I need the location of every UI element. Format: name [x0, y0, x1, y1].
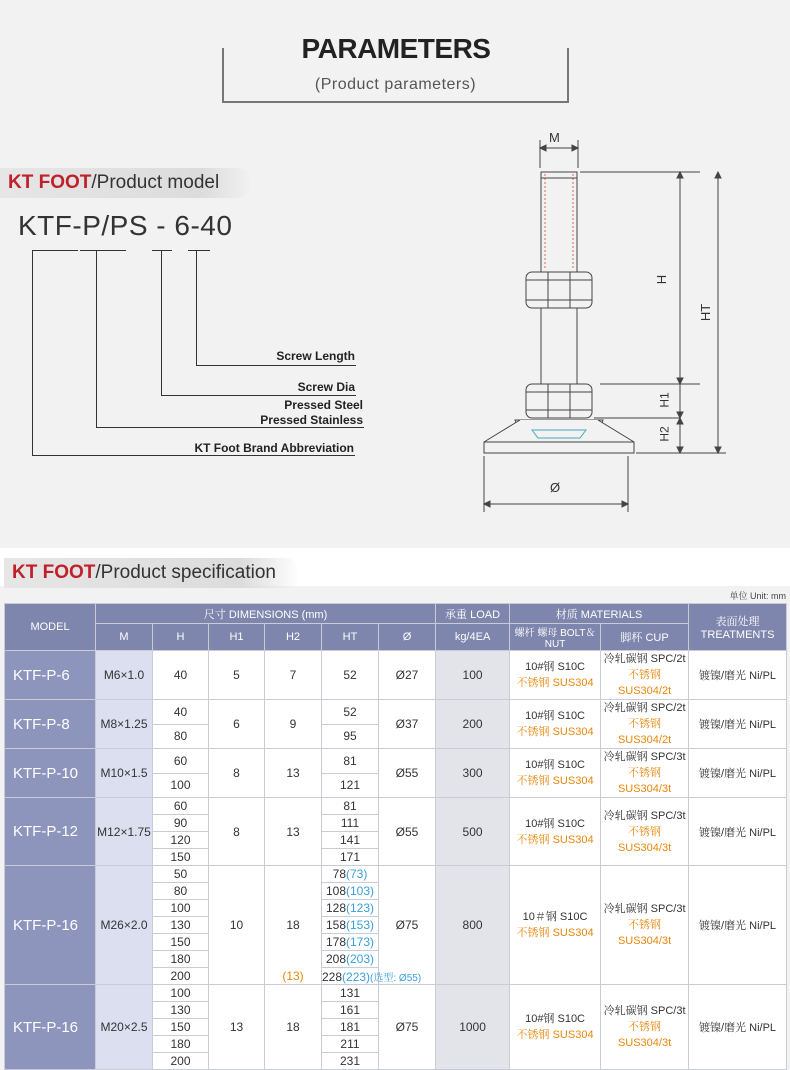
ht-alt: (203) — [346, 952, 375, 966]
bolt-steel: 10＃钢 S10C — [522, 911, 588, 923]
ht-main: 171 — [339, 850, 361, 864]
load-cell: 200 — [436, 700, 510, 749]
cup-cell — [601, 749, 689, 798]
header-bolt: 螺杆 螺母 BOLT＆NUT — [510, 624, 601, 651]
dia-cell: Ø75 — [379, 985, 436, 1070]
header-h2: H2 — [265, 624, 322, 651]
bolt-stainless: 不锈钢 SUS304 — [516, 927, 594, 939]
ht-value — [322, 1053, 379, 1070]
cup-cell — [601, 798, 689, 866]
ht-alt: (153) — [346, 918, 375, 932]
ht-main: 158 — [325, 918, 346, 932]
cup-stainless: 不锈钢 SUS304/2t — [617, 669, 672, 697]
ht-main: 95 — [343, 729, 357, 744]
cup-cell — [601, 651, 689, 700]
cup-cell — [601, 985, 689, 1070]
thread-cell: M12×1.75 — [96, 798, 153, 866]
h-value: 130 — [153, 1002, 209, 1019]
dim-dia: Ø — [550, 480, 561, 495]
cup-steel: 冷轧碳钢 SPC/3t — [603, 903, 686, 915]
treatment-cell: 镀镍/磨光 Ni/PL — [689, 866, 787, 985]
h-value: 100 — [153, 900, 209, 917]
h-value: 180 — [153, 951, 209, 968]
ht-main: 81 — [343, 753, 357, 768]
ht-main: 161 — [339, 1003, 361, 1017]
ht-alt: (73) — [346, 867, 368, 881]
brand-name: KT FOOT — [12, 562, 96, 583]
table-body — [5, 651, 787, 1070]
cup-cell — [601, 866, 689, 985]
callout-line — [196, 250, 197, 365]
h2-cell — [265, 749, 322, 798]
ht-value — [322, 724, 379, 749]
ht-value — [322, 1002, 379, 1019]
h-value: 200 — [153, 968, 209, 985]
header-treatments — [689, 604, 787, 651]
header-cup: 脚杯 CUP — [601, 624, 689, 651]
ht-main: 108 — [325, 884, 346, 898]
model-code: KTF-P/PS - 6-40 — [18, 210, 233, 241]
h2-value: 9 — [289, 717, 297, 731]
header-h1: H1 — [209, 624, 265, 651]
section-label-spec — [4, 558, 300, 588]
h-value: 90 — [153, 815, 209, 832]
header-h: H — [153, 624, 209, 651]
ht-value — [322, 815, 379, 832]
h2-cell — [265, 866, 322, 985]
dim-h1: H1 — [657, 392, 672, 408]
header-treatments-cn: 表面处理 — [715, 616, 760, 628]
callout-line — [196, 365, 356, 366]
bolt-steel: 10#钢 S10C — [525, 710, 586, 722]
h1-cell: 8 — [209, 749, 265, 798]
bolt-stainless: 不锈钢 SUS304 — [516, 677, 594, 689]
h1-cell: 10 — [209, 866, 265, 985]
h-value: 180 — [153, 1036, 209, 1053]
h2-alt-value: (13) — [282, 969, 304, 983]
ht-value — [322, 934, 379, 951]
ht-value — [322, 773, 379, 798]
load-cell: 500 — [436, 798, 510, 866]
cup-steel: 冷轧碳钢 SPC/2t — [603, 653, 686, 665]
bolt-steel: 10#钢 S10C — [525, 1013, 586, 1025]
callout-pressed-stainless: Pressed Stainless — [260, 413, 363, 427]
h1-cell: 6 — [209, 700, 265, 749]
bolt-cell — [510, 866, 601, 985]
dim-h2: H2 — [657, 426, 672, 442]
thread-cell: M6×1.0 — [96, 651, 153, 700]
ht-note: (选型: Ø55) — [370, 972, 422, 984]
spec-table — [4, 603, 787, 1070]
table-row — [5, 749, 787, 774]
ht-main: 111 — [340, 816, 360, 830]
h-value: 60 — [153, 798, 209, 815]
table-row — [5, 985, 787, 1002]
cup-steel: 冷轧碳钢 SPC/2t — [603, 702, 686, 714]
ht-main: 228 — [322, 969, 343, 984]
h-value: 80 — [153, 883, 209, 900]
bolt-stainless: 不锈钢 SUS304 — [516, 833, 594, 846]
h-value: 130 — [153, 917, 209, 934]
underline-pps — [80, 250, 126, 251]
cup-cell — [601, 700, 689, 749]
h1-cell: 8 — [209, 798, 265, 866]
ht-value — [322, 968, 422, 985]
h2-value: 13 — [286, 766, 300, 780]
table-row — [5, 700, 787, 725]
ht-main: 52 — [343, 704, 357, 719]
treatment-cell: 镀镍/磨光 Ni/PL — [689, 798, 787, 866]
h2-cell — [265, 798, 322, 866]
h-value: 100 — [153, 773, 209, 798]
load-cell: 1000 — [436, 985, 510, 1070]
ht-alt: (223) — [342, 969, 371, 984]
page-subtitle: (Product parameters) — [314, 76, 477, 93]
ht-main: 78 — [332, 867, 346, 881]
header-ht: HT — [322, 624, 379, 651]
h2-value: 18 — [286, 918, 300, 932]
bolt-stainless: 不锈钢 SUS304 — [516, 775, 594, 787]
ht-main: 121 — [339, 778, 361, 793]
ht-main: 211 — [340, 1037, 360, 1051]
ht-value — [322, 651, 379, 700]
bolt-steel: 10#钢 S10C — [525, 759, 586, 771]
load-cell: 300 — [436, 749, 510, 798]
ht-main: 81 — [343, 799, 357, 813]
h2-cell — [265, 651, 322, 700]
h-value: 40 — [153, 700, 209, 725]
callout-line — [96, 250, 97, 427]
cup-stainless: 不锈钢 SUS304/2t — [617, 718, 672, 746]
cup-stainless: 不锈钢 SUS304/3t — [617, 825, 672, 854]
treatment-cell: 镀镍/磨光 Ni/PL — [689, 651, 787, 700]
unit-label: 单位 Unit: mm — [729, 591, 786, 601]
ht-alt: (103) — [346, 884, 375, 898]
table-row — [5, 866, 787, 883]
bolt-cell — [510, 651, 601, 700]
ht-main: 141 — [339, 833, 361, 847]
header-load-unit: kg/4EA — [436, 624, 510, 651]
h-value: 200 — [153, 1053, 209, 1070]
h-value: 80 — [153, 724, 209, 749]
cup-steel: 冷轧碳钢 SPC/3t — [603, 751, 686, 763]
header-materials: 材质 MATERIALS — [510, 604, 689, 624]
cup-steel: 冷轧碳钢 SPC/3t — [603, 1005, 686, 1017]
underline-ktf — [32, 250, 78, 251]
header-treatments-en: TREATMENTS — [700, 629, 775, 641]
h1-cell: 5 — [209, 651, 265, 700]
ht-value — [322, 917, 379, 934]
treatment-cell: 镀镍/磨光 Ni/PL — [689, 749, 787, 798]
callout-pressed-steel: Pressed Steel — [284, 398, 363, 412]
underline-40 — [188, 250, 210, 251]
table-row — [5, 798, 787, 815]
dim-m: M — [549, 130, 560, 145]
bolt-stainless: 不锈钢 SUS304 — [516, 1029, 594, 1041]
ht-value — [322, 866, 379, 883]
ht-main: 128 — [325, 901, 346, 915]
h2-cell — [265, 700, 322, 749]
callout-screw-dia: Screw Dia — [297, 380, 355, 394]
model-cell: KTF-P-16 — [5, 866, 96, 985]
ht-value — [322, 849, 379, 866]
bolt-steel: 10#钢 S10C — [525, 661, 586, 673]
ht-value — [322, 700, 379, 725]
section-label-model — [0, 168, 252, 198]
header-m: M — [96, 624, 153, 651]
model-cell: KTF-P-12 — [5, 798, 96, 866]
callout-brand-abbr: KT Foot Brand Abbreviation — [194, 441, 354, 455]
callout-line — [161, 395, 356, 396]
brand-name: KT FOOT — [8, 172, 92, 193]
load-cell: 100 — [436, 651, 510, 700]
ht-value — [322, 1019, 379, 1036]
bolt-cell — [510, 749, 601, 798]
h2-value: 18 — [286, 1020, 300, 1034]
bolt-stainless: 不锈钢 SUS304 — [516, 726, 594, 738]
ht-alt: (123) — [346, 901, 375, 915]
callout-line — [32, 250, 33, 455]
header-load: 承重 LOAD — [436, 604, 510, 624]
header-model: MODEL — [5, 604, 96, 651]
ht-main: 52 — [343, 668, 357, 682]
h2-value: 7 — [289, 668, 297, 682]
bolt-cell — [510, 985, 601, 1070]
ht-value — [322, 900, 379, 917]
underline-6 — [152, 250, 172, 251]
section-title: /Product specification — [95, 562, 276, 583]
cup-stainless: 不锈钢 SUS304/3t — [617, 767, 672, 795]
h2-cell — [265, 985, 322, 1070]
h-value: 100 — [153, 985, 209, 1002]
section-title: /Product model — [91, 172, 220, 193]
thread-cell: M8×1.25 — [96, 700, 153, 749]
ht-value — [322, 951, 379, 968]
ht-value — [322, 798, 379, 815]
bolt-cell — [510, 700, 601, 749]
cup-steel: 冷轧碳钢 SPC/3t — [603, 809, 686, 822]
dim-h: H — [654, 274, 670, 285]
thread-cell: M26×2.0 — [96, 866, 153, 985]
dia-cell: Ø37 — [379, 700, 436, 749]
h-value: 120 — [153, 832, 209, 849]
h-value: 150 — [153, 849, 209, 866]
treatment-cell: 镀镍/磨光 Ni/PL — [689, 700, 787, 749]
ht-main: 178 — [325, 935, 346, 949]
dia-cell: Ø27 — [379, 651, 436, 700]
dia-cell: Ø75 — [379, 866, 436, 985]
dia-cell: Ø55 — [379, 798, 436, 866]
h1-cell: 13 — [209, 985, 265, 1070]
dim-ht: HT — [698, 303, 714, 322]
ht-value — [322, 1036, 379, 1053]
ht-alt: (173) — [346, 935, 375, 949]
h-value: 40 — [153, 651, 209, 700]
page-title: PARAMETERS — [301, 33, 491, 64]
header-dimensions: 尺寸 DIMENSIONS (mm) — [96, 604, 436, 624]
thread-cell: M20×2.5 — [96, 985, 153, 1070]
treatment-cell: 镀镍/磨光 Ni/PL — [689, 985, 787, 1070]
ht-main: 208 — [325, 952, 346, 966]
callout-line — [96, 427, 364, 428]
model-cell: KTF-P-8 — [5, 700, 96, 749]
ht-value — [322, 985, 379, 1002]
h-value: 50 — [153, 866, 209, 883]
ht-value — [322, 749, 379, 774]
thread-cell: M10×1.5 — [96, 749, 153, 798]
ht-main: 181 — [339, 1020, 361, 1034]
dia-cell: Ø55 — [379, 749, 436, 798]
ht-main: 131 — [339, 986, 361, 1000]
model-cell: KTF-P-6 — [5, 651, 96, 700]
ht-value — [322, 883, 379, 900]
callout-screw-length: Screw Length — [276, 349, 355, 363]
table-row — [5, 651, 787, 700]
callout-line — [161, 250, 162, 395]
ht-value — [322, 832, 379, 849]
load-cell: 800 — [436, 866, 510, 985]
h2-value: 13 — [286, 824, 300, 839]
h-value: 150 — [153, 1019, 209, 1036]
bolt-cell — [510, 798, 601, 866]
header-dia: Ø — [379, 624, 436, 651]
h-value: 60 — [153, 749, 209, 774]
model-cell: KTF-P-10 — [5, 749, 96, 798]
cup-stainless: 不锈钢 SUS304/3t — [617, 1021, 672, 1049]
h-value: 150 — [153, 934, 209, 951]
bolt-steel: 10#钢 S10C — [525, 817, 586, 830]
ht-main: 231 — [339, 1054, 361, 1068]
cup-stainless: 不锈钢 SUS304/3t — [617, 919, 672, 947]
model-cell: KTF-P-16 — [5, 985, 96, 1070]
callout-line — [32, 455, 355, 456]
